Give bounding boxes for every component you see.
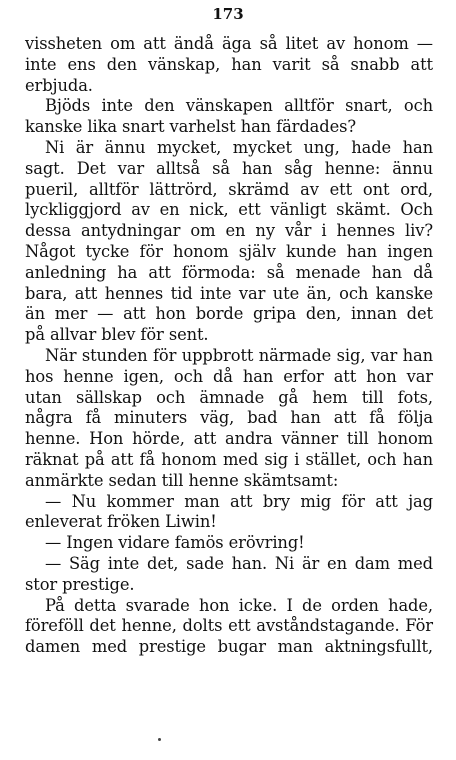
text-line: bara, att hennes tid inte var ute än, och kanske — [25, 283, 433, 303]
ink-speck — [158, 738, 161, 741]
text-line: dessa antydningar om en ny vår i hennes liv? — [25, 221, 433, 241]
text-line: — Ingen vidare famös erövring! — [45, 533, 305, 553]
text-line: — Nu kommer man att bry mig för att jag — [45, 491, 433, 511]
text-line: pueril, alltför lättrörd, skrämd av ett ont ord, — [25, 179, 433, 199]
text-line: — Säg inte det, sade han. Ni är en dam med — [45, 553, 433, 573]
text-line: På detta svarade hon icke. I de orden hade, — [45, 595, 433, 615]
text-line: utan sällskap och ämnade gå hem till fots, — [25, 387, 433, 407]
text-line: vissheten om att ändå äga så litet av honom — — [25, 34, 433, 53]
text-line: föreföll det henne, dolts ett avståndstagande. För — [25, 616, 433, 636]
text-line: damen med prestige bugar man aktningsfullt, — [25, 637, 433, 657]
text-line: några få minuters väg, bad han att få följa — [25, 408, 433, 428]
text-line: anmärkte sedan till henne skämtsamt: — [25, 470, 339, 490]
text-line: räknat på att få honom med sig i stället, och han — [25, 449, 433, 469]
text-line: kanske lika snart varhelst han färdades? — [25, 117, 357, 137]
text-line: anledning ha att förmoda: så menade han då — [25, 262, 433, 282]
text-line: sagt. Det var alltså så han såg henne: ännu — [25, 158, 433, 178]
body-text — [25, 34, 433, 658]
text-line: henne. Hon hörde, att andra vänner till honom — [25, 429, 433, 449]
text-line: stor prestige. — [25, 574, 135, 594]
text-line: lyckliggjord av en nick, ett vänligt skämt. Och — [25, 200, 433, 220]
text-line: på allvar blev för sent. — [25, 325, 209, 345]
text-line: När stunden för uppbrott närmade sig, var han — [45, 345, 433, 365]
text-line: än mer — att hon borde gripa den, innan det — [25, 304, 433, 324]
text-line: inte ens den vänskap, han varit så snabb att — [25, 54, 433, 74]
text-line: enleverat fröken Liwin! — [25, 512, 217, 532]
text-line: Ni är ännu mycket, mycket ung, hade han — [45, 137, 433, 157]
text-line: erbjuda. — [25, 75, 93, 95]
text-line: hos henne igen, och då han erfor att hon var — [25, 366, 433, 386]
page-number: 173 — [212, 5, 244, 23]
text-line: Något tycke för honom själv kunde han ingen — [25, 241, 433, 261]
text-line: Bjöds inte den vänskapen alltför snart, och — [45, 96, 433, 116]
